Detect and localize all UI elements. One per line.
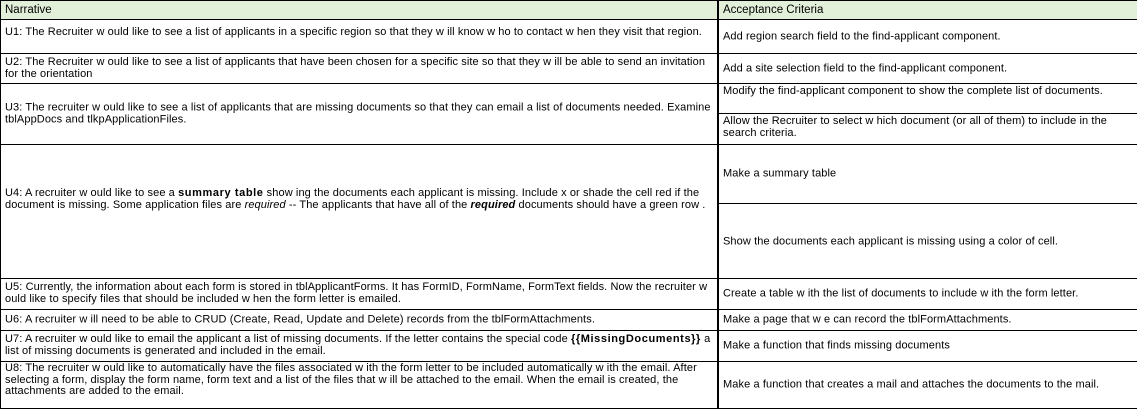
criteria-text: Modify the find-applicant component to show the complete list of documents.	[723, 85, 1103, 97]
table-row	[1, 83, 1137, 144]
table-row	[1, 53, 1137, 83]
narrative-text	[5, 334, 713, 357]
table-row	[1, 309, 1137, 330]
narrative-cell	[1, 278, 719, 309]
criteria-subcell	[719, 84, 1137, 113]
table-row	[1, 278, 1137, 309]
narrative-cell	[1, 330, 719, 361]
narrative-text: U2: The Recruiter w ould like to see a list of applicants that have been chosen for a specific site so that they w ill be able to send an invitation for the orientation	[5, 56, 706, 80]
criteria-text: Allow the Recruiter to select w hich document (or all of them) to include in the search criteria.	[723, 115, 1108, 139]
table-row	[1, 144, 1137, 278]
criteria-cell	[719, 53, 1137, 83]
narrative-text: U3: The recruiter w ould like to see a list of applicants that are missing documents so that they can email a list of documents needed. Examine tblAppDocs and tlkpApplicationFiles.	[5, 101, 711, 125]
criteria-text: Show the documents each applicant is missing using a color of cell.	[723, 234, 1059, 247]
criteria-subcell	[719, 113, 1137, 144]
narrative-segment: U7: A recruiter w ould like to email the applicant a list of missing documents. If the letter contains the special code	[5, 333, 571, 345]
criteria-cell	[719, 19, 1137, 53]
narrative-segment: show ing the documents each applicant is missing. Include x or shade the cell red if the document is missing. Some application files are	[5, 187, 700, 211]
narrative-italic-segment: required	[244, 198, 286, 211]
narrative-cell	[1, 144, 719, 278]
table-row	[1, 330, 1137, 361]
criteria-text: Make a function that creates a mail and attaches the documents to the mail.	[723, 378, 1100, 391]
narrative-bold-segment: {{MissingDocuments}}	[570, 333, 701, 345]
header-narrative	[1, 0, 719, 19]
criteria-text: Add region search field to the find-applicant component.	[723, 29, 1001, 42]
criteria-text: Add a site selection field to the find-applicant component.	[723, 61, 1008, 74]
narrative-segment: documents should have a green row .	[515, 198, 706, 211]
header-acceptance-label: Acceptance Criteria	[723, 4, 824, 16]
criteria-text: Create a table w ith the list of documents to include w ith the form letter.	[723, 287, 1079, 300]
criteria-cell	[719, 278, 1137, 309]
narrative-bold-segment: summary table	[178, 187, 264, 199]
criteria-cell	[719, 144, 1137, 278]
criteria-cell	[719, 361, 1137, 409]
narrative-text: U8: The recruiter w ould like to automatically have the files associated w ith the form letter to be included automatically w ith the email. After selecting a form, display the form name, form text and a list of the files that w ill be attached to the email. When the email is created, the attachments are added to the email.	[5, 362, 697, 397]
narrative-cell	[1, 53, 719, 83]
table-row	[1, 19, 1137, 53]
narrative-text: U5: Currently, the information about each form is stored in tblApplicantForms. It has FormID, FormName, FormText fields. Now the recruiter w ould like to specify files that should be included w hen the form letter is emailed.	[5, 281, 708, 305]
criteria-subcell	[719, 203, 1137, 278]
criteria-cell	[719, 83, 1137, 144]
narrative-cell	[1, 19, 719, 53]
header-row	[1, 0, 1137, 19]
table-row	[1, 361, 1137, 409]
criteria-text: Make a summary table	[723, 167, 837, 180]
header-narrative-label: Narrative	[5, 4, 52, 16]
narrative-text	[5, 188, 713, 211]
header-acceptance	[719, 0, 1137, 19]
criteria-subcell	[719, 145, 1137, 203]
narrative-cell	[1, 83, 719, 144]
narrative-segment: U4: A recruiter w ould like to see a	[5, 187, 179, 199]
narrative-segment: -- The applicants that have all of the	[285, 198, 471, 211]
narrative-text: U1: The Recruiter w ould like to see a list of applicants in a specific region so that they w ill know w ho to contact w hen they visit that region.	[5, 26, 702, 38]
criteria-cell	[719, 330, 1137, 361]
narrative-text: U6: A recruiter w ill need to be able to CRUD (Create, Read, Update and Delete) records from the tblFormAttachments.	[5, 313, 595, 326]
narrative-cell	[1, 361, 719, 409]
narrative-bold-italic-segment: required	[470, 198, 516, 211]
narrative-segment: a list of missing documents is generated and included in the email.	[5, 333, 711, 357]
criteria-text: Make a function that finds missing documents	[723, 339, 950, 352]
narrative-cell	[1, 309, 719, 330]
criteria-text: Make a page that w e can record the tblFormAttachments.	[723, 313, 1012, 326]
criteria-cell	[719, 309, 1137, 330]
